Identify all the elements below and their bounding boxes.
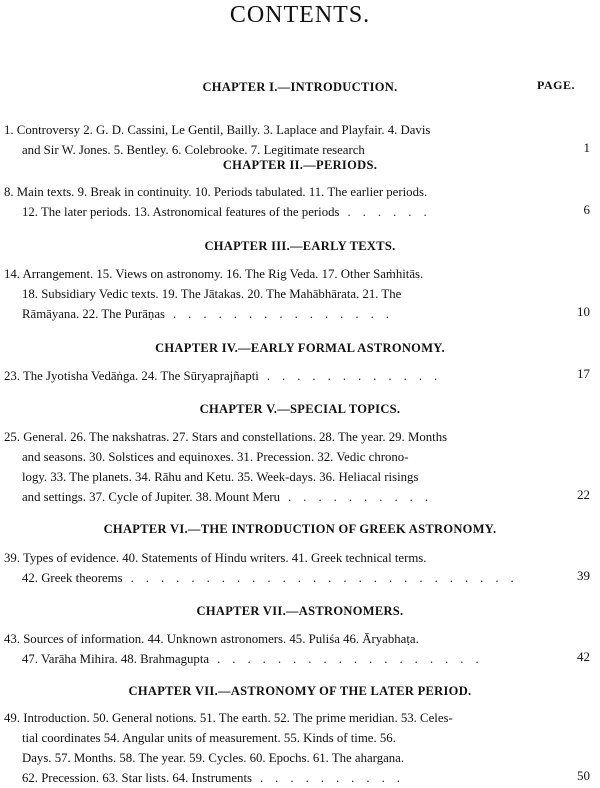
entry-line: tial coordinates 54. Angular units of measurement. 55. Kinds of time. 56. [22, 731, 396, 745]
leader-dots: .......................... [130, 571, 526, 585]
entry-line: Days. 57. Months. 58. The year. 59. Cycles. 60. Epochs. 61. The ahargana. [22, 751, 405, 765]
entry-line-text: Rāmāyana. 22. The Purāṇas [22, 307, 165, 321]
chapter-heading: CHAPTER VII.—ASTRONOMY OF THE LATER PERIOD. [128, 684, 472, 698]
chapter-entry [4, 629, 556, 669]
chapter-entry [4, 366, 556, 386]
chapter-heading: CHAPTER VI.—THE INTRODUCTION OF GREEK ASTRONOMY. [103, 522, 497, 536]
entry-line-last [4, 649, 556, 669]
contents-heading: CONTENTS. [229, 2, 371, 28]
page-column-label: PAGE. [537, 78, 575, 92]
page-number: 1 [583, 140, 590, 155]
entry-line-last [4, 140, 556, 160]
entry-line-last [4, 568, 556, 588]
entry-line-text: and Sir W. Jones. 5. Bentley. 6. Colebrooke. 7. Legitimate research [22, 143, 365, 157]
entry-line-text: 23. The Jyotisha Vedāṅga. 24. The Sūryaprajñapti [4, 369, 259, 383]
page-number: 39 [577, 568, 590, 583]
page-number: 42 [577, 649, 590, 664]
entry-line-text: 47. Varāha Mihira. 48. Brahmagupta [22, 652, 210, 666]
entry-line: 14. Arrangement. 15. Views on astronomy. 16. The Rig Veda. 17. Other Saṁhitās. [4, 267, 424, 281]
entry-line: 43. Sources of information. 44. Unknown astronomers. 45. Puliśa 46. Āryabhaṭa. [4, 632, 419, 646]
entry-line: 18. Subsidiary Vedic texts. 19. The Jātakas. 20. The Mahābhārata. 21. The [22, 287, 402, 301]
leader-dots: ...... [347, 205, 439, 219]
entry-line: 49. Introduction. 50. General notions. 51. The earth. 52. The prime meridian. 53. Celes- [4, 711, 453, 725]
page-number: 50 [577, 768, 590, 783]
page-number: 22 [577, 487, 590, 502]
entry-line: 39. Types of evidence. 40. Statements of Hindu writers. 41. Greek technical terms. [4, 551, 427, 565]
page-number: 17 [577, 366, 590, 381]
chapter-entry [4, 264, 556, 324]
page-number: 6 [583, 202, 590, 217]
chapter-heading: CHAPTER I.—INTRODUCTION. [202, 80, 398, 94]
entry-line: 25. General. 26. The nakshatras. 27. Stars and constellations. 28. The year. 29. Months [4, 430, 448, 444]
entry-line: 1. Controversy 2. G. D. Cassini, Le Gentil, Bailly. 3. Laplace and Playfair. 4. Davis [4, 123, 431, 137]
leader-dots: .................. [217, 652, 491, 666]
chapter-heading: CHAPTER II.—PERIODS. [222, 158, 378, 172]
entry-line-text: 42. Greek theorems [22, 571, 123, 585]
entry-line-text: 12. The later periods. 13. Astronomical features of the periods [22, 205, 340, 219]
chapter-heading: CHAPTER V.—SPECIAL TOPICS. [199, 402, 401, 416]
entry-line: logy. 33. The planets. 34. Rāhu and Ketu. 35. Week-days. 36. Heliacal risings [22, 470, 419, 484]
leader-dots: .......... [288, 490, 441, 504]
leader-dots: ............... [172, 307, 401, 321]
chapter-entry [4, 427, 556, 507]
chapter-heading: CHAPTER IV.—EARLY FORMAL ASTRONOMY. [155, 341, 445, 355]
entry-line: and seasons. 30. Solstices and equinoxes. 31. Precession. 32. Vedic chrono- [22, 450, 409, 464]
entry-line-text: and settings. 37. Cycle of Jupiter. 38. Mount Meru [22, 490, 281, 504]
entry-line-last [4, 487, 556, 507]
page-number: 10 [577, 304, 590, 319]
entry-line-last [4, 202, 556, 222]
chapter-entry [4, 182, 556, 222]
chapter-entry [4, 120, 556, 160]
chapter-entry [4, 548, 556, 588]
entry-line-last [4, 366, 556, 386]
entry-line-last [4, 768, 556, 788]
chapter-entry [4, 708, 556, 788]
chapter-heading: CHAPTER VII.—ASTRONOMERS. [196, 604, 404, 618]
entry-line: 8. Main texts. 9. Break in continuity. 10. Periods tabulated. 11. The earlier periods. [4, 185, 428, 199]
chapter-heading: CHAPTER III.—EARLY TEXTS. [204, 239, 396, 253]
leader-dots: ............ [266, 369, 450, 383]
leader-dots: .......... [259, 771, 412, 785]
entry-line-text: 62. Precession. 63. Star lists. 64. Instruments [22, 771, 252, 785]
entry-line-last [4, 304, 556, 324]
